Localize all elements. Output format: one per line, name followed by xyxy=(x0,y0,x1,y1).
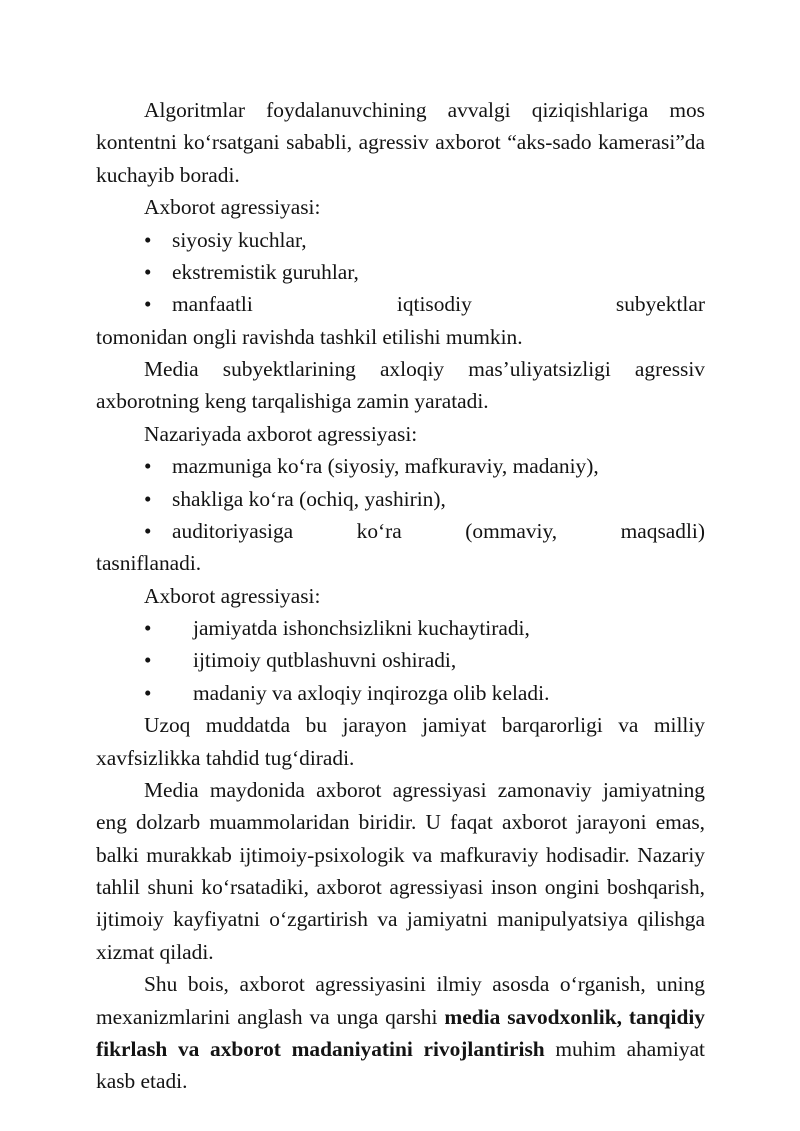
bullet-item-text: ijtimoiy qutblashuvni oshiradi, xyxy=(193,648,457,673)
word: ko‘ra xyxy=(356,518,402,543)
bullet-justified-words xyxy=(172,288,705,320)
bullet-icon: • xyxy=(144,518,152,543)
paragraph-text-normal: Shu bois, axborot agressiyasini ilmiy asosda o‘rganish, uning mexanizmlarini anglash va unga qarshi xyxy=(96,972,705,1029)
bullet-justified-words xyxy=(172,515,705,547)
bullet-icon: • xyxy=(144,227,152,252)
bullet-item-jamiyatda xyxy=(96,612,705,644)
bullet-item-manfaatli xyxy=(96,288,705,353)
word: iqtisodiy xyxy=(396,292,472,317)
bullet-icon: • xyxy=(144,259,152,284)
bullet-item-text: ekstremistik guruhlar, xyxy=(172,259,359,284)
bullet-item-mazmuniga xyxy=(96,450,705,482)
paragraph-algorithms: Algoritmlar foydalanuvchining avvalgi qiziqishlariga mos kontentni ko‘rsatgani sababli, agressiv axborot “aks-sado kamerasi”da kuchayib boradi. xyxy=(96,98,705,187)
paragraph-text-normal: muhim ahamiyat kasb etadi. xyxy=(96,1036,705,1094)
bullet-icon: • xyxy=(144,680,152,705)
paragraph-axborot-agressiyasi-1: Axborot agressiyasi: xyxy=(144,195,321,220)
bullet-icon: • xyxy=(144,454,152,479)
bullet-item-madaniy xyxy=(96,677,705,709)
bullet-continuation: tasniflanadi. xyxy=(96,551,202,576)
bullet-item-text: madaniy va axloqiy inqirozga olib keladi. xyxy=(193,680,550,705)
bullet-item-text: mazmuniga ko‘ra (siyosiy, mafkuraviy, madaniy), xyxy=(172,454,599,479)
bullet-item-siyosiy xyxy=(96,224,705,256)
bullet-item-ijtimoiy xyxy=(96,644,705,676)
paragraph-uzoq-muddatda: Uzoq muddatda bu jarayon jamiyat barqarorligi va milliy xavfsizlikka tahdid tug‘diradi. xyxy=(96,713,705,770)
word: maqsadli) xyxy=(620,518,705,543)
bullet-item-auditoriyasiga xyxy=(96,515,705,580)
bullet-item-text: siyosiy kuchlar, xyxy=(172,227,307,252)
paragraph-shu-bois xyxy=(96,968,705,1098)
bullet-item-shakliga xyxy=(96,483,705,515)
bullet-icon: • xyxy=(144,292,152,317)
word: manfaatli xyxy=(172,292,253,317)
paragraph-text-bold: media savodxonlik, tanqidiy fikrlash va axborot madaniyatini rivojlantirish xyxy=(96,1004,705,1061)
bullet-icon: • xyxy=(144,616,152,640)
bullet-justified-line xyxy=(96,515,705,547)
word: subyektlar xyxy=(615,292,705,317)
bullet-icon: • xyxy=(144,648,152,673)
paragraph-axborot-agressiyasi-2: Axborot agressiyasi: xyxy=(144,583,321,608)
bullet-item-ekstremistik xyxy=(96,256,705,288)
bullet-item-text: shakliga ko‘ra (ochiq, yashirin), xyxy=(172,486,446,511)
word: auditoriyasiga xyxy=(172,518,294,543)
paragraph-media-subyektlari: Media subyektlarining axloqiy mas’uliyatsizligi agressiv axborotning keng tarqalishiga zamin yaratadi. xyxy=(96,357,705,414)
paragraph-nazariyada: Nazariyada axborot agressiyasi: xyxy=(144,421,418,446)
bullet-icon: • xyxy=(144,486,152,511)
bullet-justified-line xyxy=(96,288,705,320)
bullet-continuation: tomonidan ongli ravishda tashkil etilishi mumkin. xyxy=(96,324,523,349)
paragraph-media-maydonida: Media maydonida axborot agressiyasi zamonaviy jamiyatning eng dolzarb muammolaridan biridir. U faqat axborot jarayoni emas, balki murakkab ijtimoiy-psixologik va mafkuraviy hodisadir. Nazariy tahlil shuni ko‘rsatadiki, axborot agressiyasi inson ongini boshqarish, ijtimoiy kayfiyatni o‘zgartirish va jamiyatni manipulyatsiya qilishga xizmat qiladi. xyxy=(96,777,705,964)
word: (ommaviy, xyxy=(465,518,558,543)
bullet-item-text: jamiyatda ishonchsizlikni kuchaytiradi, xyxy=(193,616,530,640)
